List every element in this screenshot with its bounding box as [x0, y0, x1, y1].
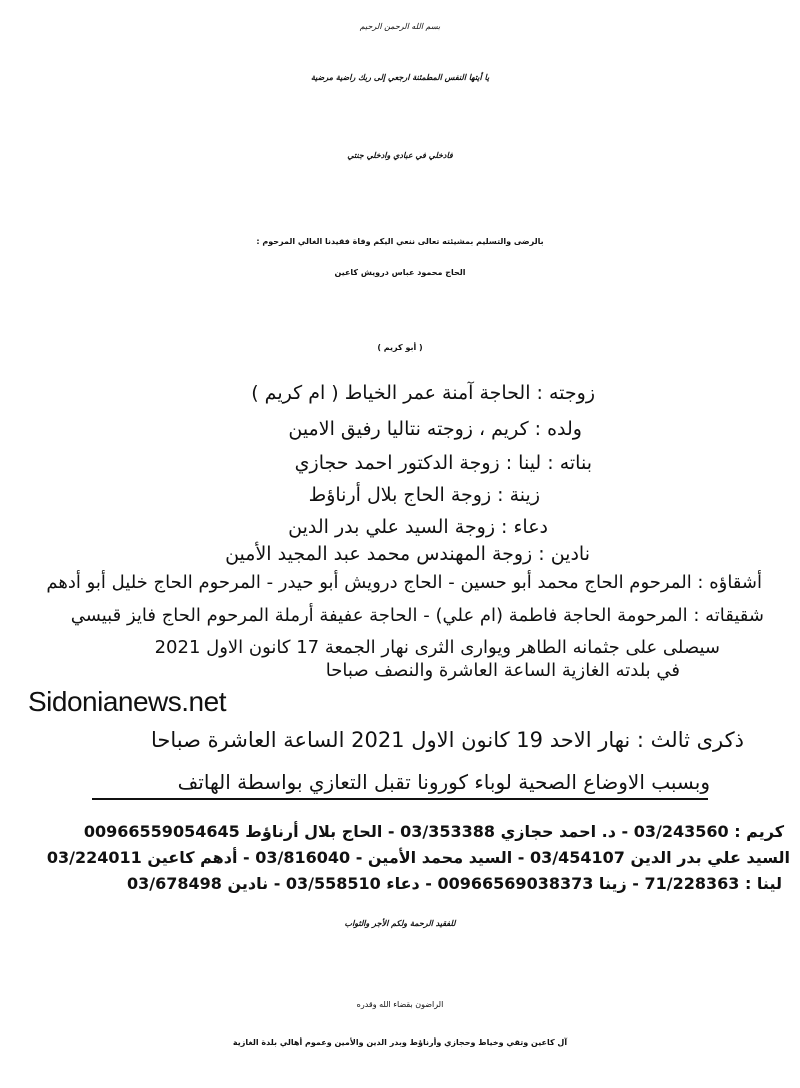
announcement-intro: بالرضى والتسليم بمشيئته تعالى ننعي اليكم وفاة فقيدنا الغالي المرحوم :: [256, 237, 544, 246]
covid-condolence-note: وبسبب الاوضاع الصحية لوباء كورونا تقبل التعازي بواسطة الهاتف: [177, 770, 710, 794]
daughter-1-line: بناته : لينا : زوجة الدكتور احمد حجازي: [294, 452, 592, 474]
phone-line-2: السيد علي بدر الدين 03/454107 - السيد محمد الأمين - 03/816040 - أدهم كاعين 03/224011: [46, 848, 790, 867]
basmala: بسم الله الرحمن الرحيم: [359, 22, 441, 31]
phone-line-1: كريم : 03/243560 - د. احمد حجازي 03/353388 - الحاج بلال أرناؤط 00966559054645: [83, 822, 784, 841]
daughter-4-line: نادين : زوجة المهندس محمد عبد المجيد الأمين: [225, 543, 590, 565]
son-line: ولده : كريم ، زوجته نتاليا رفيق الامين: [288, 418, 582, 440]
quran-verse-line-2: فادخلي في عبادي وادخلي جنتي: [347, 150, 453, 160]
closing-calligraphy: للفقيد الرحمة ولكم الأجر والثواب: [344, 918, 456, 928]
phone-line-3: لينا : 71/228363 - زينا 00966569038373 - دعاء 03/558510 - نادين 03/678498: [127, 874, 782, 893]
acceptance-line: الراضون بقضاء الله وقدره: [356, 1000, 444, 1009]
burial-line-1: سيصلى على جثمانه الطاهر ويوارى الثرى نهار الجمعة 17 كانون الاول 2021: [154, 637, 720, 658]
families-line: آل كاعين وتقي وخياط وحجازي وأرناؤط وبدر الدين والأمين وعموم أهالي بلدة الغازية: [232, 1038, 568, 1047]
deceased-name: الحاج محمود عباس درويش كاعين: [334, 268, 466, 277]
third-day-remembrance: ذكرى ثالث : نهار الاحد 19 كانون الاول 2021 الساعة العاشرة صباحا: [151, 728, 744, 752]
daughter-3-line: دعاء : زوجة السيد علي بدر الدين: [288, 516, 548, 538]
sisters-line: شقيقاته : المرحومة الحاجة فاطمة (ام علي) - الحاجة عفيفة أرملة المرحوم الحاج فايز قبيسي: [70, 605, 764, 626]
deceased-kunya: ( أبو كريم ): [377, 343, 423, 352]
burial-line-2: في بلدته الغازية الساعة العاشرة والنصف صباحا: [325, 660, 680, 681]
daughter-2-line: زينة : زوجة الحاج بلال أرناؤط: [308, 484, 540, 506]
quran-verse-line-1: يا أيتها النفس المطمئنة ارجعي إلى ربك راضية مرضية: [310, 72, 490, 82]
underline-rule: [92, 798, 708, 800]
site-watermark: Sidonianews.net: [28, 686, 226, 717]
wife-line: زوجته : الحاجة آمنة عمر الخياط ( ام كريم ): [251, 382, 595, 404]
brothers-line: أشقاؤه : المرحوم الحاج محمد أبو حسين - الحاج درويش أبو حيدر - المرحوم الحاج خليل أبو أدهم: [46, 572, 762, 593]
